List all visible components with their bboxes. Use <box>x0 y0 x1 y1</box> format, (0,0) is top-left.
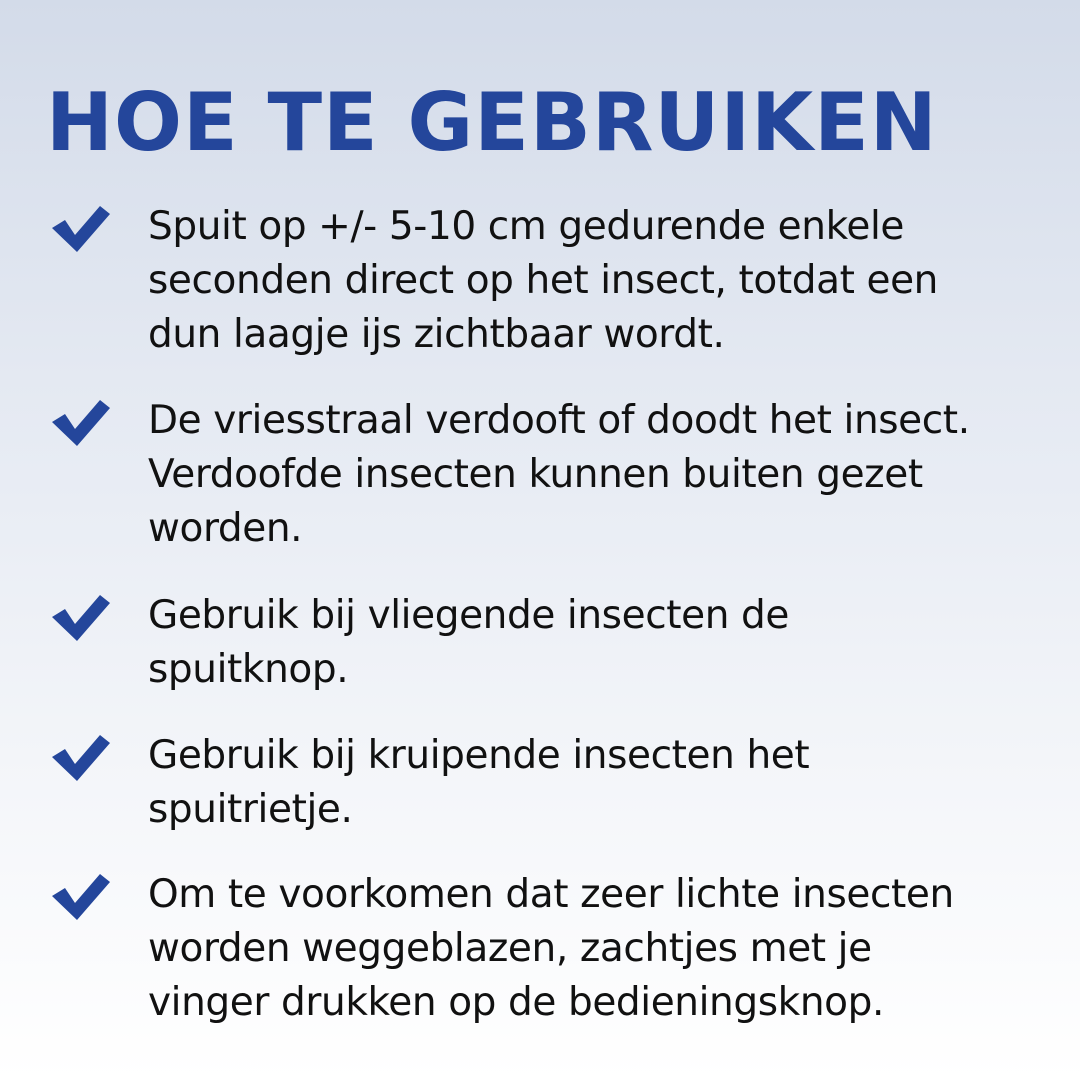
list-item-text <box>148 589 1058 697</box>
list-item-line: Spuit op +/- 5-10 cm gedurende enkele <box>148 204 904 249</box>
checkmark-icon <box>50 204 112 254</box>
list-item-line: dun laagje ijs zichtbaar wordt. <box>148 312 725 357</box>
list-item-line: Verdoofde insecten kunnen buiten gezet <box>148 452 923 497</box>
list-item-text <box>148 394 1058 556</box>
checkmark-icon <box>50 872 112 922</box>
list-item-text <box>148 729 1058 837</box>
checkmark-icon <box>50 733 112 783</box>
list-item-line: De vriesstraal verdooft of doodt het insect. <box>148 398 970 443</box>
list-item-text <box>148 200 1058 362</box>
list-item-line: spuitknop. <box>148 647 349 692</box>
list-item-line: Gebruik bij kruipende insecten het <box>148 733 810 778</box>
list-item-line: worden. <box>148 506 303 551</box>
list-item-line: seconden direct op het insect, totdat een <box>148 258 938 303</box>
list-item-line: Gebruik bij vliegende insecten de <box>148 593 789 638</box>
checkmark-icon <box>50 593 112 643</box>
list-item-line: vinger drukken op de bedieningsknop. <box>148 980 884 1025</box>
list-item-line: Om te voorkomen dat zeer lichte insecten <box>148 872 954 917</box>
checkmark-icon <box>50 398 112 448</box>
page-title: HOE TE GEBRUIKEN <box>46 76 938 169</box>
list-item-line: worden weggeblazen, zachtjes met je <box>148 926 872 971</box>
list-item-text <box>148 868 1058 1030</box>
list-item-line: spuitrietje. <box>148 787 353 832</box>
